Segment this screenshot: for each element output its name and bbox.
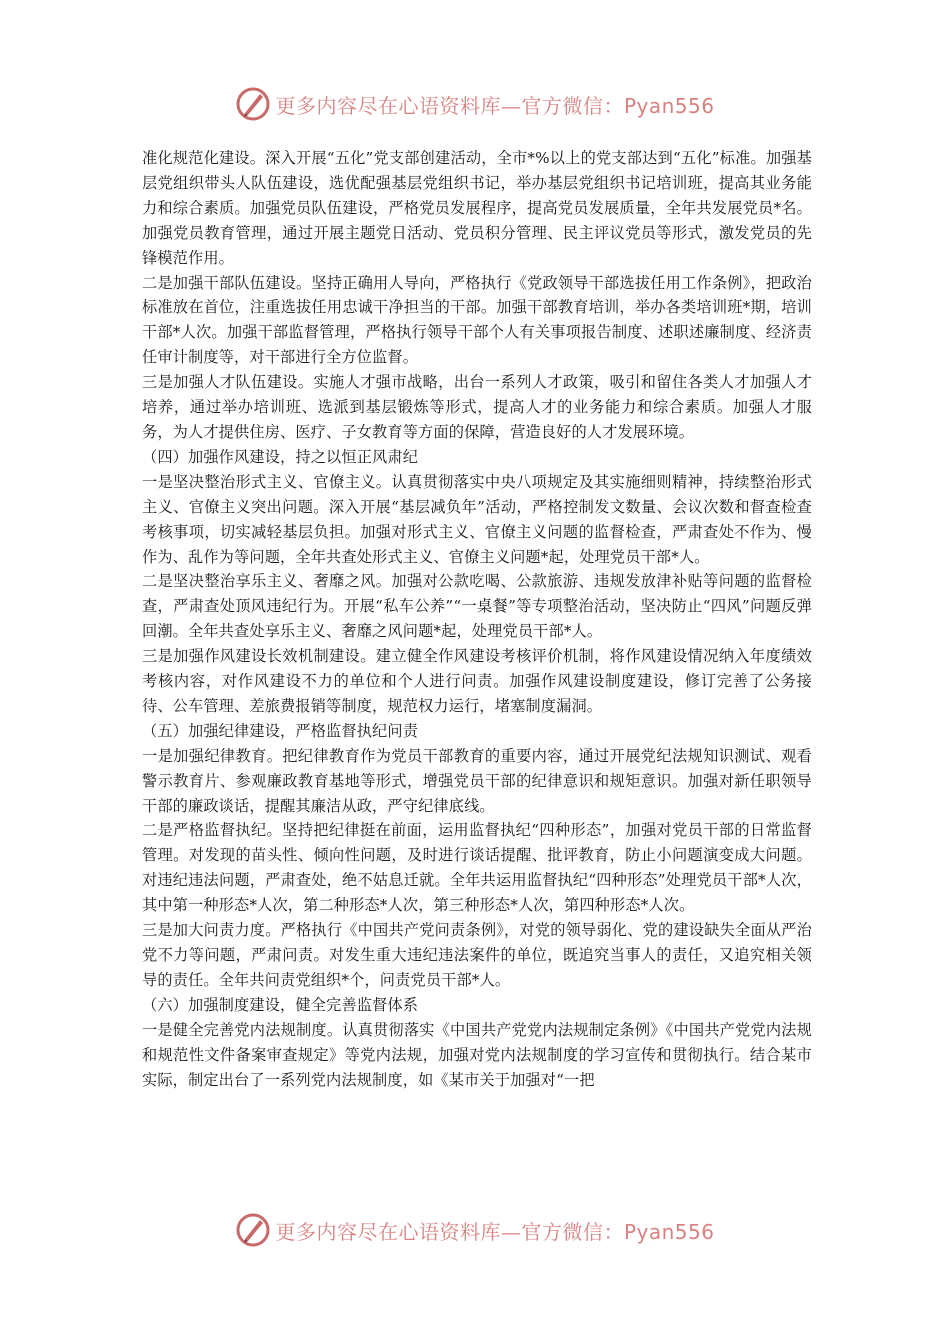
section-heading: （五）加强纪律建设，严格监督执纪问责 <box>142 721 419 740</box>
body-paragraph: 二是坚决整治享乐主义、奢靡之风。加强对公款吃喝、公款旅游、违规发放津补贴等问题的监督检查，严肃查处顶风违纪行为。开展“私车公养”“一桌餐”等专项整治活动，坚决防止“四风”问题反弹回潮。全年共查处享乐主义、奢靡之风问题*起，处理党员干部*人。 <box>142 572 812 641</box>
watermark-slogan: 更多内容尽在心语资料库—官方微信：Pyan556 <box>275 93 715 118</box>
section-heading: （四）加强作风建设，持之以恒正风肃纪 <box>142 447 419 466</box>
body-paragraph: 准化规范化建设。深入开展“五化”党支部创建活动，全市*%以上的党支部达到“五化”标准。加强基层党组织带头人队伍建设，选优配强基层党组织书记，举办基层党组织书记培训班，提高其业务能力和综合素质。加强党员队伍建设，严格党员发展程序，提高党员发展质量，全年共发展党员*名。加强党员教育管理，通过开展主题党日活动、党员积分管理、民主评议党员等形式，激发党员的先锋模范作用。 <box>142 149 812 267</box>
section-heading: （六）加强制度建设，健全完善监督体系 <box>142 995 419 1014</box>
body-paragraph: 三是加强人才队伍建设。实施人才强市战略，出台一系列人才政策，吸引和留住各类人才加强人才培养，通过举办培训班、选派到基层锻炼等形式，提高人才的业务能力和综合素质。加强人才服务，为人才提供住房、医疗、子女教育等方面的保障，营造良好的人才发展环境。 <box>142 373 812 441</box>
body-paragraph: 一是加强纪律教育。把纪律教育作为党员干部教育的重要内容，通过开展党纪法规知识测试、观看警示教育片、参观廉政教育基地等形式，增强党员干部的纪律意识和规矩意识。加强对新任职领导干部的廉政谈话，提醒其廉洁从政，严守纪律底线。 <box>142 746 812 815</box>
footer-watermark <box>0 1210 950 1250</box>
body-paragraph: 二是加强干部队伍建设。坚持正确用人导向，严格执行《党政领导干部选拔任用工作条例》，把政治标准放在首位，注重选拔任用忠诚干净担当的干部。加强干部教育培训，举办各类培训班*期，培训干部*人次。加强干部监督管理，严格执行领导干部个人有关事项报告制度、述职述廉制度、经济责任审计制度等，对干部进行全方位监督。 <box>142 273 812 367</box>
pen-circle-logo-icon <box>235 86 271 122</box>
body-paragraph: 三是加强作风建设长效机制建设。建立健全作风建设考核评价机制，将作风建设情况纳入年度绩效考核内容，对作风建设不力的单位和个人进行问责。加强作风建设制度建设，修订完善了公务接待、公车管理、差旅费报销等制度，规范权力运行，堵塞制度漏洞。 <box>142 647 812 715</box>
document-body <box>142 146 812 1092</box>
body-paragraph: 一是坚决整治形式主义、官僚主义。认真贯彻落实中央八项规定及其实施细则精神，持续整治形式主义、官僚主义突出问题。深入开展“基层减负年”活动，严格控制发文数量、会议次数和督查检查考核事项，切实减轻基层负担。加强对形式主义、官僚主义问题的监督检查，严肃查处不作为、慢作为、乱作为等问题，全年共查处形式主义、官僚主义问题*起，处理党员干部*人。 <box>142 472 812 566</box>
body-paragraph: 一是健全完善党内法规制度。认真贯彻落实《中国共产党党内法规制定条例》《中国共产党党内法规和规范性文件备案审查规定》等党内法规，加强对党内法规制度的学习宣传和贯彻执行。结合某市实际，制定出台了一系列党内法规制度，如《某市关于加强对“一把 <box>142 1020 812 1089</box>
body-paragraph: 三是加大问责力度。严格执行《中国共产党问责条例》，对党的领导弱化、党的建设缺失全面从严治党不力等问题，严肃问责。对发生重大违纪违法案件的单位，既追究当事人的责任，又追究相关领导的责任。全年共问责党组织*个，问责党员干部*人。 <box>142 921 812 989</box>
body-paragraph: 二是严格监督执纪。坚持把纪律挺在前面，运用监督执纪“四种形态”，加强对党员干部的日常监督管理。对发现的苗头性、倾向性问题，及时进行谈话提醒、批评教育，防止小问题演变成大问题。对违纪违法问题，严肃查处，绝不姑息迁就。全年共运用监督执纪“四种形态”处理党员干部*人次，其中第一种形态*人次，第二种形态*人次，第三种形态*人次，第四种形态*人次。 <box>142 821 812 915</box>
pen-circle-logo-icon <box>235 1212 271 1248</box>
watermark-slogan: 更多内容尽在心语资料库—官方微信：Pyan556 <box>275 1219 715 1244</box>
header-watermark <box>0 84 950 124</box>
